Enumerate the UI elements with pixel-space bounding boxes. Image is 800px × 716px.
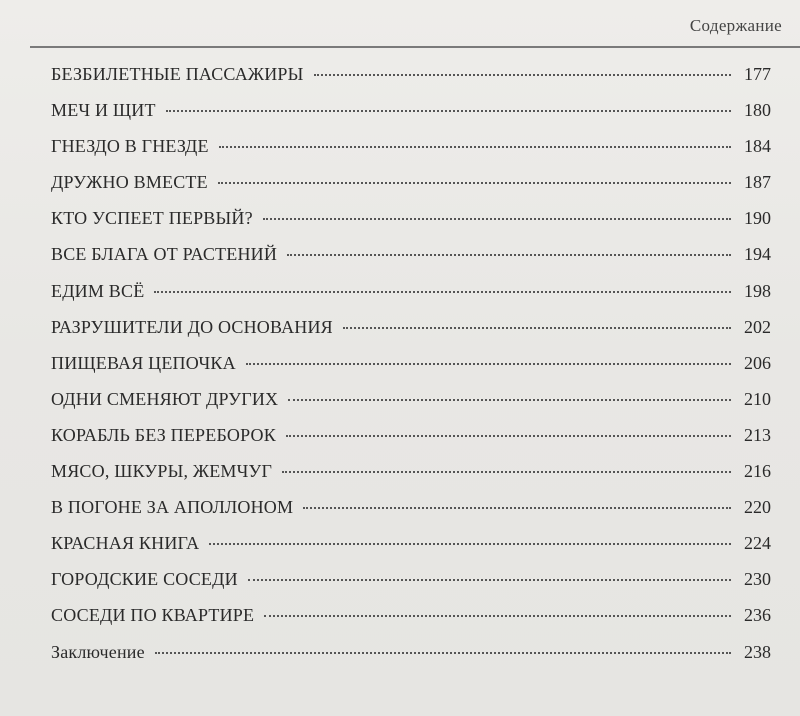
toc-entry[interactable] xyxy=(51,100,771,136)
toc-entry-page: 190 xyxy=(744,208,771,229)
dot-leader xyxy=(303,507,731,509)
dot-leader xyxy=(287,254,731,256)
toc-entry[interactable] xyxy=(51,497,771,533)
toc-entry-page: 238 xyxy=(744,641,771,662)
dot-leader xyxy=(246,363,731,365)
dot-leader xyxy=(343,327,731,329)
toc-entry[interactable] xyxy=(51,353,771,389)
toc-entry-page: 180 xyxy=(744,100,771,121)
dot-leader xyxy=(314,74,731,76)
toc-entry-page: 213 xyxy=(744,424,771,445)
dot-leader xyxy=(218,182,731,184)
toc-entry[interactable] xyxy=(51,461,771,497)
toc-entry-title: ГНЕЗДО В ГНЕЗДЕ xyxy=(51,136,209,157)
toc-entry-page: 187 xyxy=(744,172,771,193)
dot-leader xyxy=(263,218,731,220)
toc-entry-title: СОСЕДИ ПО КВАРТИРЕ xyxy=(51,605,255,626)
toc-entry-title: МЯСО, ШКУРЫ, ЖЕМЧУГ xyxy=(51,461,273,482)
toc-entry-title: ГОРОДСКИЕ СОСЕДИ xyxy=(51,569,238,590)
dot-leader xyxy=(282,471,731,473)
dot-leader xyxy=(286,435,731,437)
header-rule xyxy=(30,46,800,48)
toc-entry-title: Заключение xyxy=(51,641,145,662)
toc-entry-title: БЕЗБИЛЕТНЫЕ ПАССАЖИРЫ xyxy=(51,64,304,84)
dot-leader xyxy=(264,615,731,617)
toc-entry[interactable] xyxy=(51,208,771,244)
toc-entry-page: 210 xyxy=(744,388,771,409)
toc-entry[interactable] xyxy=(51,172,771,208)
toc-entry-title: КОРАБЛЬ БЕЗ ПЕРЕБОРОК xyxy=(51,424,276,445)
toc-entry[interactable] xyxy=(51,605,771,641)
toc-entry-page: 184 xyxy=(744,136,771,157)
toc-entry-title: ЕДИМ ВСЁ xyxy=(51,280,145,301)
toc-entry-title: ДРУЖНО ВМЕСТЕ xyxy=(51,172,208,193)
toc-entry[interactable] xyxy=(51,64,771,100)
toc-entry[interactable] xyxy=(51,136,771,172)
toc-entry-title: В ПОГОНЕ ЗА АПОЛЛОНОМ xyxy=(51,497,294,518)
toc-entry[interactable] xyxy=(51,425,771,461)
dot-leader xyxy=(209,543,731,545)
toc-entry-title: ОДНИ СМЕНЯЮТ ДРУГИХ xyxy=(51,388,279,409)
toc-entry[interactable] xyxy=(51,569,771,605)
toc-entry[interactable] xyxy=(51,317,771,353)
toc-entry-page: 198 xyxy=(744,280,771,301)
dot-leader xyxy=(154,291,731,293)
toc-entry-page: 230 xyxy=(744,569,771,590)
toc-entry[interactable] xyxy=(51,244,771,280)
dot-leader xyxy=(166,110,731,112)
toc-entry[interactable] xyxy=(51,642,771,678)
toc-entry-page: 194 xyxy=(744,244,771,265)
toc-entry[interactable] xyxy=(51,389,771,425)
toc-entry-page: 206 xyxy=(744,352,771,373)
dot-leader xyxy=(155,652,731,654)
toc-entry-page: 216 xyxy=(744,461,771,482)
dot-leader xyxy=(288,399,731,401)
toc-entry-page: 177 xyxy=(744,64,771,84)
toc-entry-title: КТО УСПЕЕТ ПЕРВЫЙ? xyxy=(51,208,253,229)
toc-entry-title: ВСЕ БЛАГА ОТ РАСТЕНИЙ xyxy=(51,244,278,265)
toc-entry-page: 202 xyxy=(744,316,771,337)
running-head: Содержание xyxy=(689,16,782,35)
toc-entry-page: 236 xyxy=(744,605,771,626)
dot-leader xyxy=(248,579,731,581)
toc-entry-page: 224 xyxy=(744,533,771,554)
toc-entry-page: 220 xyxy=(744,497,771,518)
toc-entry-title: ПИЩЕВАЯ ЦЕПОЧКА xyxy=(51,352,236,373)
toc-entry[interactable] xyxy=(51,533,771,569)
toc-entry-title: МЕЧ И ЩИТ xyxy=(51,100,156,121)
table-of-contents xyxy=(51,64,771,678)
dot-leader xyxy=(219,146,731,148)
toc-entry-title: РАЗРУШИТЕЛИ ДО ОСНОВАНИЯ xyxy=(51,316,333,337)
toc-entry-title: КРАСНАЯ КНИГА xyxy=(51,533,200,554)
toc-entry[interactable] xyxy=(51,281,771,317)
